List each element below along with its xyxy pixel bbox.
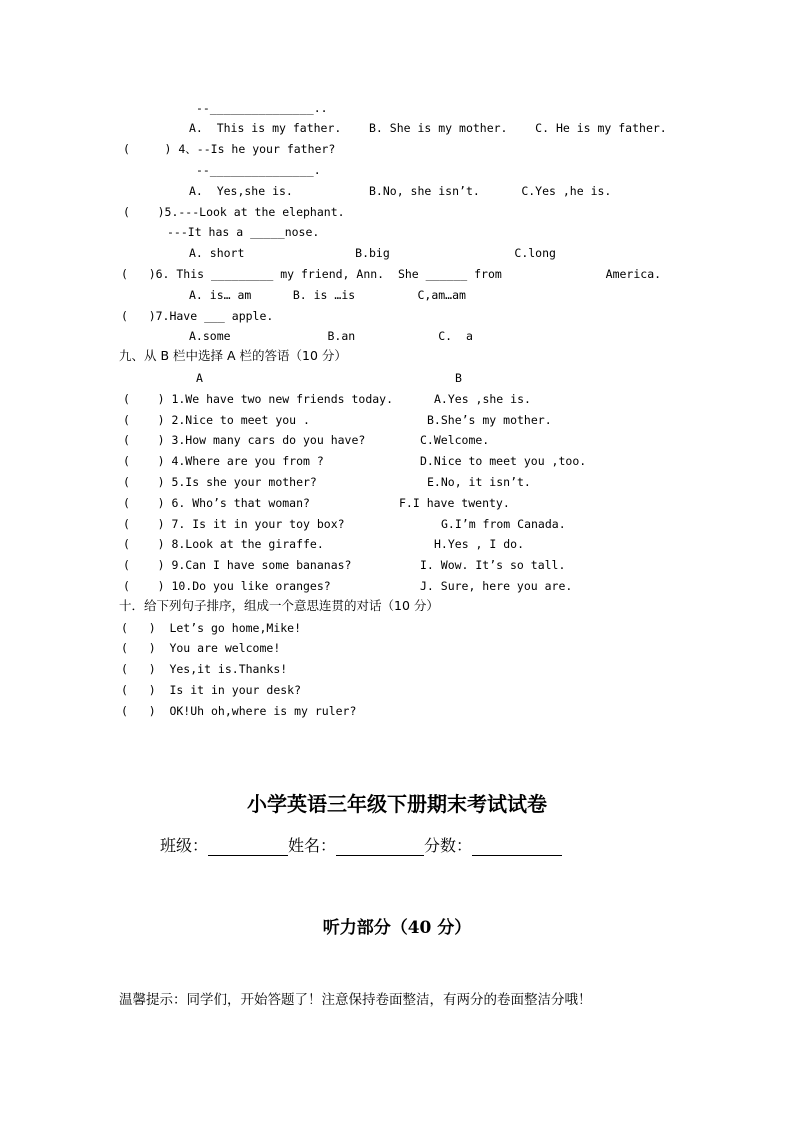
order-sentence-2: ( ) You are welcome! bbox=[121, 641, 281, 655]
q3-options: A. This is my father. B. She is my mother. C. He is my father. bbox=[189, 121, 667, 135]
score-field[interactable] bbox=[472, 839, 562, 856]
student-info-line bbox=[160, 836, 562, 856]
q5-question: ( )5.---Look at the elephant. bbox=[123, 205, 345, 219]
q4-question: ( ) 4、--Is he your father? bbox=[123, 142, 336, 156]
q7-options: A.some B.an C. a bbox=[189, 329, 473, 343]
name-field[interactable] bbox=[336, 839, 424, 856]
order-sentence-3: ( ) Yes,it is.Thanks! bbox=[121, 662, 288, 676]
column-b-header: B bbox=[455, 371, 462, 385]
match-answer-g: G.I’m from Canada. bbox=[441, 517, 566, 531]
match-question-8: ( ) 8.Look at the giraffe. bbox=[123, 537, 324, 551]
match-answer-e: E.No, it isn’t. bbox=[427, 475, 531, 489]
q6-question: ( )6. This _________ my friend, Ann. She ______ from America. bbox=[121, 267, 662, 281]
order-sentence-4: ( ) Is it in your desk? bbox=[121, 683, 302, 697]
match-answer-c: C.Welcome. bbox=[420, 433, 490, 447]
match-answer-j: J. Sure, here you are. bbox=[420, 579, 573, 593]
match-answer-b: B.She’s my mother. bbox=[427, 413, 552, 427]
score-label: 分数： bbox=[424, 836, 473, 855]
match-question-7: ( ) 7. Is it in your toy box? bbox=[123, 517, 345, 531]
q5-sentence: ---It has a _____nose. bbox=[167, 225, 320, 239]
q4-answer-blank: --_______________. bbox=[196, 163, 321, 177]
match-answer-a: A.Yes ,she is. bbox=[434, 392, 531, 406]
order-sentence-1: ( ) Let’s go home,Mike! bbox=[121, 621, 302, 635]
match-question-4: ( ) 4.Where are you from ? bbox=[123, 454, 324, 468]
match-question-6: ( ) 6. Who’s that woman? bbox=[123, 496, 310, 510]
q5-options: A. short B.big C.long bbox=[189, 246, 556, 260]
q6-options: A. is… am B. is …is C,am…am bbox=[189, 288, 466, 302]
listening-section-title: 听力部分（40 分） bbox=[322, 918, 472, 938]
order-sentence-5: ( ) OK!Uh oh,where is my ruler? bbox=[121, 704, 357, 718]
match-answer-d: D.Nice to meet you ,too. bbox=[420, 454, 587, 468]
match-question-5: ( ) 5.Is she your mother? bbox=[123, 475, 317, 489]
exam-title: 小学英语三年级下册期末考试试卷 bbox=[247, 792, 547, 816]
q3-answer-blank: --_______________.. bbox=[196, 101, 328, 115]
reminder-tip: 温馨提示：同学们，开始答题了！注意保持卷面整洁，有两分的卷面整洁分哦！ bbox=[119, 992, 592, 1008]
match-question-10: ( ) 10.Do you like oranges? bbox=[123, 579, 331, 593]
match-question-3: ( ) 3.How many cars do you have? bbox=[123, 433, 366, 447]
match-answer-h: H.Yes , I do. bbox=[434, 537, 525, 551]
match-question-2: ( ) 2.Nice to meet you . bbox=[123, 413, 310, 427]
q4-options: A. Yes,she is. B.No, she isn’t. C.Yes ,he is. bbox=[189, 184, 612, 198]
match-question-9: ( ) 9.Can I have some bananas? bbox=[123, 558, 352, 572]
column-a-header: A bbox=[196, 371, 203, 385]
section10-heading: 十．给下列句子排序，组成一个意思连贯的对话（10 分） bbox=[119, 598, 439, 613]
name-label: 姓名： bbox=[288, 836, 337, 855]
section9-heading: 九、从 B 栏中选择 A 栏的答语（10 分） bbox=[119, 348, 347, 363]
match-answer-i: I. Wow. It’s so tall. bbox=[420, 558, 566, 572]
q7-question: ( )7.Have ___ apple. bbox=[121, 309, 274, 323]
class-field[interactable] bbox=[208, 839, 288, 856]
class-label: 班级： bbox=[160, 836, 209, 855]
match-answer-f: F.I have twenty. bbox=[399, 496, 510, 510]
match-question-1: ( ) 1.We have two new friends today. bbox=[123, 392, 394, 406]
